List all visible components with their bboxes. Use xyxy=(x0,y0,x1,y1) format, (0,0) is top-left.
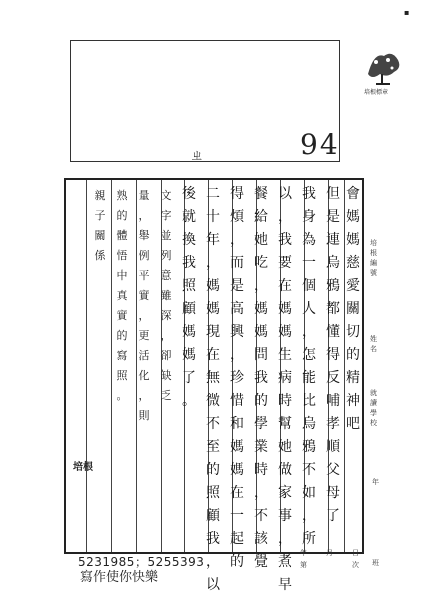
essay-column-4: 以 ， 我 要 在 媽 媽 生 病 時 幫 她 做 家 事 ， 煮 早 xyxy=(278,186,292,593)
tree-logo-icon xyxy=(362,44,404,86)
label-times: 次 xyxy=(352,561,359,569)
logo-caption: 培根標章 xyxy=(364,89,389,96)
signature: 培根 xyxy=(73,462,93,473)
label-month: 月 xyxy=(326,549,333,557)
essay-column-3: 我 身 為 一 個 人 ， 怎 能 比 烏 鴉 不 如 ， 所 xyxy=(302,186,316,547)
label-group-id: 培根編號 xyxy=(370,239,377,277)
score-value: 94 xyxy=(300,128,340,161)
footer-slogan: 寫作使你快樂 xyxy=(80,570,159,585)
essay-column-5: 餐 給 她 吃 ， 媽 媽 問 我 的 學 業 時 ， 不 該 覺 xyxy=(254,186,268,570)
label-grade: 年 xyxy=(372,478,379,486)
footer-ids: 5231985；5255393 xyxy=(78,555,205,569)
comment-column-4: 親 子 關 係 xyxy=(94,189,106,262)
comment-column-3: 熟 的 體 悟 中 真 實 的 寫 照 。 xyxy=(116,189,128,402)
essay-column-1: 會 媽 媽 慈 愛 關 切 的 精 神 吧 xyxy=(346,186,360,432)
essay-column-7: 二 十 年 ， 媽 媽 現 在 無 微 不 至 的 照 顧 我 ， 以 xyxy=(206,186,220,593)
comment-column-2: 量 ， 舉 例 平 實 ， 更 活 化 ， 則 xyxy=(138,189,150,422)
score-mark: ㄓ xyxy=(190,148,204,164)
essay-column-6: 得 煩 ， 而 是 高 興 ， 珍 惜 和 媽 媽 在 一 起 的 xyxy=(230,186,244,570)
essay-column-8: 後 就 換 我 照 顧 媽 媽 了 。 xyxy=(182,186,196,409)
corner-mark: ▪ xyxy=(404,8,410,17)
label-day: 日 xyxy=(352,549,359,557)
label-class: 班 xyxy=(372,559,379,567)
label-page: 第 xyxy=(300,561,307,569)
essay-column-2: 但 是 連 烏 鴉 都 懂 得 反 哺 孝 順 父 母 了 xyxy=(326,186,340,524)
label-name: 姓名 xyxy=(370,335,377,353)
comment-column-1: 文 字 並 列 意 雖 深 ， 卻 缺 乏 xyxy=(160,189,172,402)
label-year: 年 xyxy=(300,549,307,557)
label-school: 就讀學校 xyxy=(370,389,377,427)
